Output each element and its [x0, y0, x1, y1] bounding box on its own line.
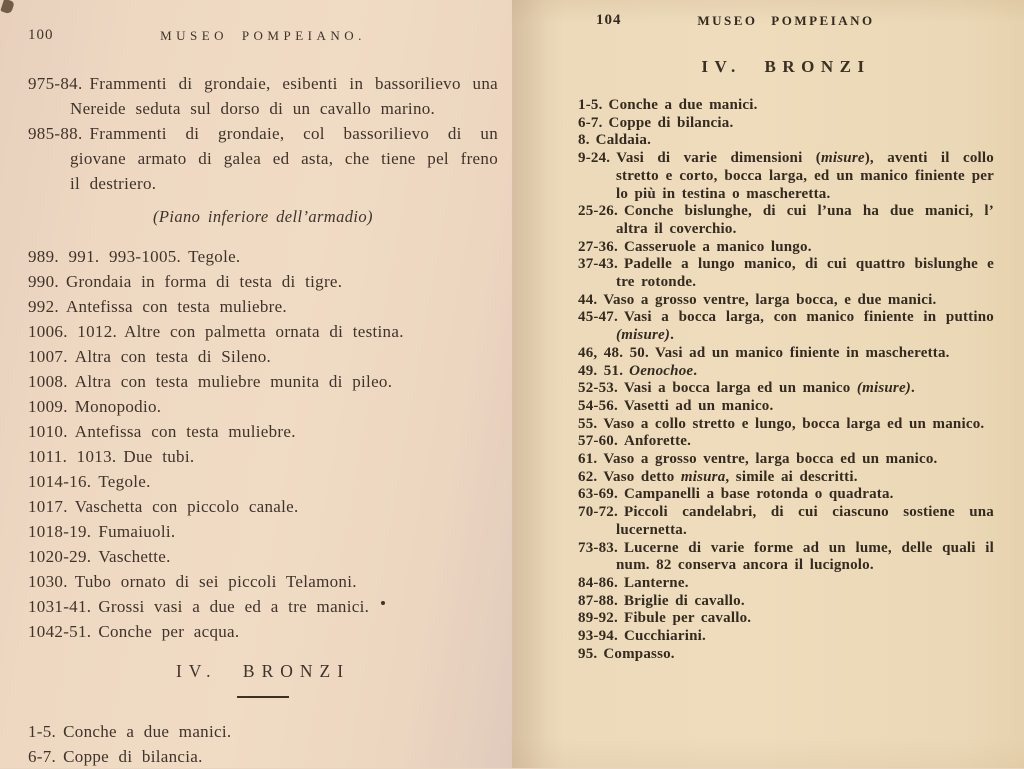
entry-number: 54-56. [578, 397, 618, 414]
catalog-entry [28, 294, 498, 319]
entry-number: 55. [578, 415, 598, 432]
ink-blemish [0, 0, 14, 14]
entry-number: 989. 991. 993-1005. [28, 247, 182, 266]
catalog-entry [578, 610, 994, 628]
catalog-entry [28, 619, 498, 644]
entry-number: 992. [28, 297, 59, 316]
left-running-title: MUSEO POMPEIANO. [160, 28, 366, 43]
entry-text: Conche a due manici. [608, 97, 758, 113]
catalog-list-terracotta-top [28, 71, 498, 196]
catalog-entry [28, 319, 498, 344]
entry-text: Vasi di varie dimensioni (misure), aventi il collo stretto e corto, bocca larga, ed un manico finiente per lo più in testina o mascheretta. [616, 150, 994, 202]
entry-text: Antefissa con testa muliebre. [65, 297, 287, 316]
catalog-entry [28, 719, 498, 744]
entry-number: 1018-19. [28, 522, 92, 541]
catalog-entry [28, 544, 498, 569]
catalog-entry [578, 150, 994, 203]
entry-text: Fumaiuoli. [98, 522, 176, 541]
catalog-entry [578, 646, 994, 664]
entry-number: 9-24. [578, 150, 611, 167]
entry-text: Oenochoe. [629, 362, 698, 379]
entry-text: Lucerne di varie forme ad un lume, delle quali il num. 82 conserva ancora il lucignolo. [616, 539, 994, 574]
entry-number: 57-60. [578, 433, 618, 450]
entry-number: 93-94. [578, 628, 618, 645]
cabinet-shelf-subheading: (Piano inferiore dell’armadio) [153, 207, 373, 226]
catalog-entry [578, 309, 994, 344]
section-heading-bronzi-left: IV. BRONZI [175, 661, 351, 681]
entry-text: Vasi a bocca larga, con manico finiente in puttino (misure). [616, 309, 994, 344]
entry-number: 1010. [28, 422, 68, 441]
entry-number: 1009. [28, 397, 68, 416]
entry-text: Antefissa con testa muliebre. [74, 422, 296, 441]
catalog-entry [28, 419, 498, 444]
catalog-entry [578, 451, 994, 469]
catalog-entry [578, 97, 994, 115]
entry-text: Fibule per cavallo. [623, 610, 752, 627]
catalog-entry [28, 394, 498, 419]
entry-number: 44. [578, 291, 598, 308]
catalog-entry [578, 433, 994, 451]
entry-text: Monopodio. [74, 397, 162, 416]
catalog-entry [28, 569, 498, 594]
entry-text: Briglie di cavallo. [623, 592, 745, 609]
entry-number: 6-7. [28, 747, 57, 766]
entry-number: 1017. [28, 497, 68, 516]
catalog-entry [28, 344, 498, 369]
catalog-entry [578, 540, 994, 575]
entry-text: Tegole. [98, 472, 151, 491]
entry-text: Due tubi. [123, 447, 195, 466]
entry-text: Altra con testa muliebre munita di pileo. [74, 372, 393, 391]
catalog-entry [578, 132, 994, 150]
entry-number: 87-88. [578, 592, 618, 609]
entry-number: 70-72. [578, 504, 618, 521]
right-page-content [578, 12, 994, 664]
entry-number: 1020-29. [28, 547, 92, 566]
catalog-entry [578, 398, 994, 416]
entry-text: Frammenti di grondaie, esibenti in bassorilievo una Nereide seduta sul dorso di un cavallo marino. [70, 74, 498, 118]
entry-number: 1006. 1012. [28, 322, 118, 341]
catalog-entry [578, 469, 994, 487]
entry-number: 63-69. [578, 486, 618, 503]
catalog-entry [28, 494, 498, 519]
catalog-entry [28, 444, 498, 469]
catalog-entry [28, 594, 498, 619]
entry-text: Conche per acqua. [98, 622, 240, 641]
catalog-list-bronzi [578, 97, 994, 664]
entry-text: Anforette. [623, 433, 692, 450]
entry-number: 1-5. [28, 722, 57, 741]
catalog-entry [28, 469, 498, 494]
entry-text: Casseruole a manico lungo. [623, 238, 812, 255]
entry-number: 990. [28, 272, 59, 291]
catalog-entry [578, 203, 994, 238]
right-page-number: 104 [596, 12, 622, 28]
entry-number: 1014-16. [28, 472, 92, 491]
entry-number: 52-53. [578, 380, 618, 397]
entry-number: 49. 51. [578, 362, 624, 379]
catalog-entry [28, 244, 498, 269]
catalog-entry [28, 744, 498, 769]
catalog-entry [28, 269, 498, 294]
catalog-entry [578, 115, 994, 133]
entry-number: 1031-41. [28, 597, 92, 616]
entry-text: Vaschette. [98, 547, 171, 566]
entry-number: 95. [578, 645, 598, 662]
entry-text: Compasso. [603, 645, 675, 662]
catalog-entry [578, 345, 994, 363]
catalog-entry [578, 239, 994, 257]
catalog-entry [578, 292, 994, 310]
entry-number: 1011. 1013. [28, 447, 117, 466]
right-running-head [578, 12, 994, 29]
left-running-head [28, 27, 498, 44]
entry-number: 37-43. [578, 256, 618, 273]
paper-speck [381, 601, 385, 605]
catalog-entry [578, 593, 994, 611]
entry-number: 1042-51. [28, 622, 92, 641]
entry-number: 1007. [28, 347, 68, 366]
entry-number: 73-83. [578, 539, 618, 556]
entry-text: Vasi a bocca larga ed un manico (misure). [623, 380, 915, 397]
entry-number: 89-92. [578, 610, 618, 627]
catalog-entry [28, 121, 498, 196]
entry-text: Tubo ornato di sei piccoli Telamoni. [74, 572, 357, 591]
entry-text: Vaso a grosso ventre, larga bocca ed un manico. [603, 451, 938, 468]
catalog-list-cabinet-lower [28, 244, 498, 644]
entry-number: 8. [578, 132, 590, 149]
catalog-entry [28, 369, 498, 394]
entry-text: Padelle a lungo manico, di cui quattro bislunghe e tre rotonde. [616, 256, 994, 291]
entry-number: 62. [578, 468, 598, 485]
entry-text: Coppe di bilancia. [63, 747, 203, 766]
entry-text: Piccoli candelabri, di cui ciascuno sostiene una lucernetta. [616, 504, 994, 538]
entry-text: Grossi vasi a due ed a tre manici. [98, 597, 370, 616]
entry-text: Vaso a grosso ventre, larga bocca, e due manici. [603, 291, 937, 308]
entry-text: Conche a due manici. [63, 722, 232, 741]
entry-number: 1030. [28, 572, 68, 591]
entry-number: 84-86. [578, 574, 618, 591]
entry-text: Cucchiarini. [623, 628, 706, 645]
entry-text: Altra con testa di Sileno. [74, 347, 272, 366]
entry-number: 1008. [28, 372, 68, 391]
entry-number: 45-47. [578, 309, 618, 326]
catalog-entry [578, 363, 994, 381]
catalog-entry [578, 575, 994, 593]
entry-number: 975-84. [28, 74, 83, 93]
left-page-content [28, 27, 498, 769]
right-running-title: MUSEO POMPEIANO [697, 13, 875, 28]
catalog-entry [578, 628, 994, 646]
entry-text: Caldaia. [595, 132, 652, 149]
entry-text: Vaso a collo stretto e lungo, bocca larga ed un manico. [603, 415, 985, 432]
section-heading-bronzi-right: IV. BRONZI [701, 57, 871, 76]
book-page-right [512, 0, 1024, 768]
entry-text: Campanelli a base rotonda o quadrata. [623, 486, 894, 503]
entry-number: 1-5. [578, 97, 603, 113]
catalog-entry [578, 416, 994, 434]
section-divider-rule [237, 696, 289, 698]
catalog-list-bronzi-start [28, 719, 498, 769]
entry-text: Lanterne. [623, 574, 689, 591]
entry-text: Vaschetta con piccolo canale. [74, 497, 299, 516]
entry-text: Vasetti ad un manico. [623, 397, 774, 414]
book-page-left [0, 0, 512, 768]
entry-text: Tegole. [188, 247, 241, 266]
entry-text: Vaso detto misura, simile ai descritti. [603, 468, 858, 485]
catalog-entry [578, 486, 994, 504]
entry-number: 985-88. [28, 124, 83, 143]
entry-number: 46, 48. 50. [578, 344, 649, 361]
entry-number: 27-36. [578, 238, 618, 255]
left-page-number: 100 [28, 27, 54, 43]
entry-number: 6-7. [578, 114, 603, 131]
catalog-entry [578, 256, 994, 291]
catalog-entry [578, 380, 994, 398]
entry-text: Altre con palmetta ornata di testina. [124, 322, 404, 341]
entry-text: Grondaia in forma di testa di tigre. [65, 272, 343, 291]
entry-number: 25-26. [578, 203, 618, 220]
entry-text: Frammenti di grondaie, col bassorilievo di un giovane armato di galea ed asta, che tiene pel freno il destriero. [70, 124, 498, 193]
entry-text: Conche bislunghe, di cui l’una ha due manici, l’ altra il coverchio. [616, 203, 994, 237]
catalog-entry [28, 71, 498, 121]
entry-text: Coppe di bilancia. [608, 114, 734, 131]
entry-number: 61. [578, 451, 598, 468]
catalog-entry [578, 504, 994, 539]
catalog-entry [28, 519, 498, 544]
entry-text: Vasi ad un manico finiente in mascheretta. [654, 344, 950, 361]
